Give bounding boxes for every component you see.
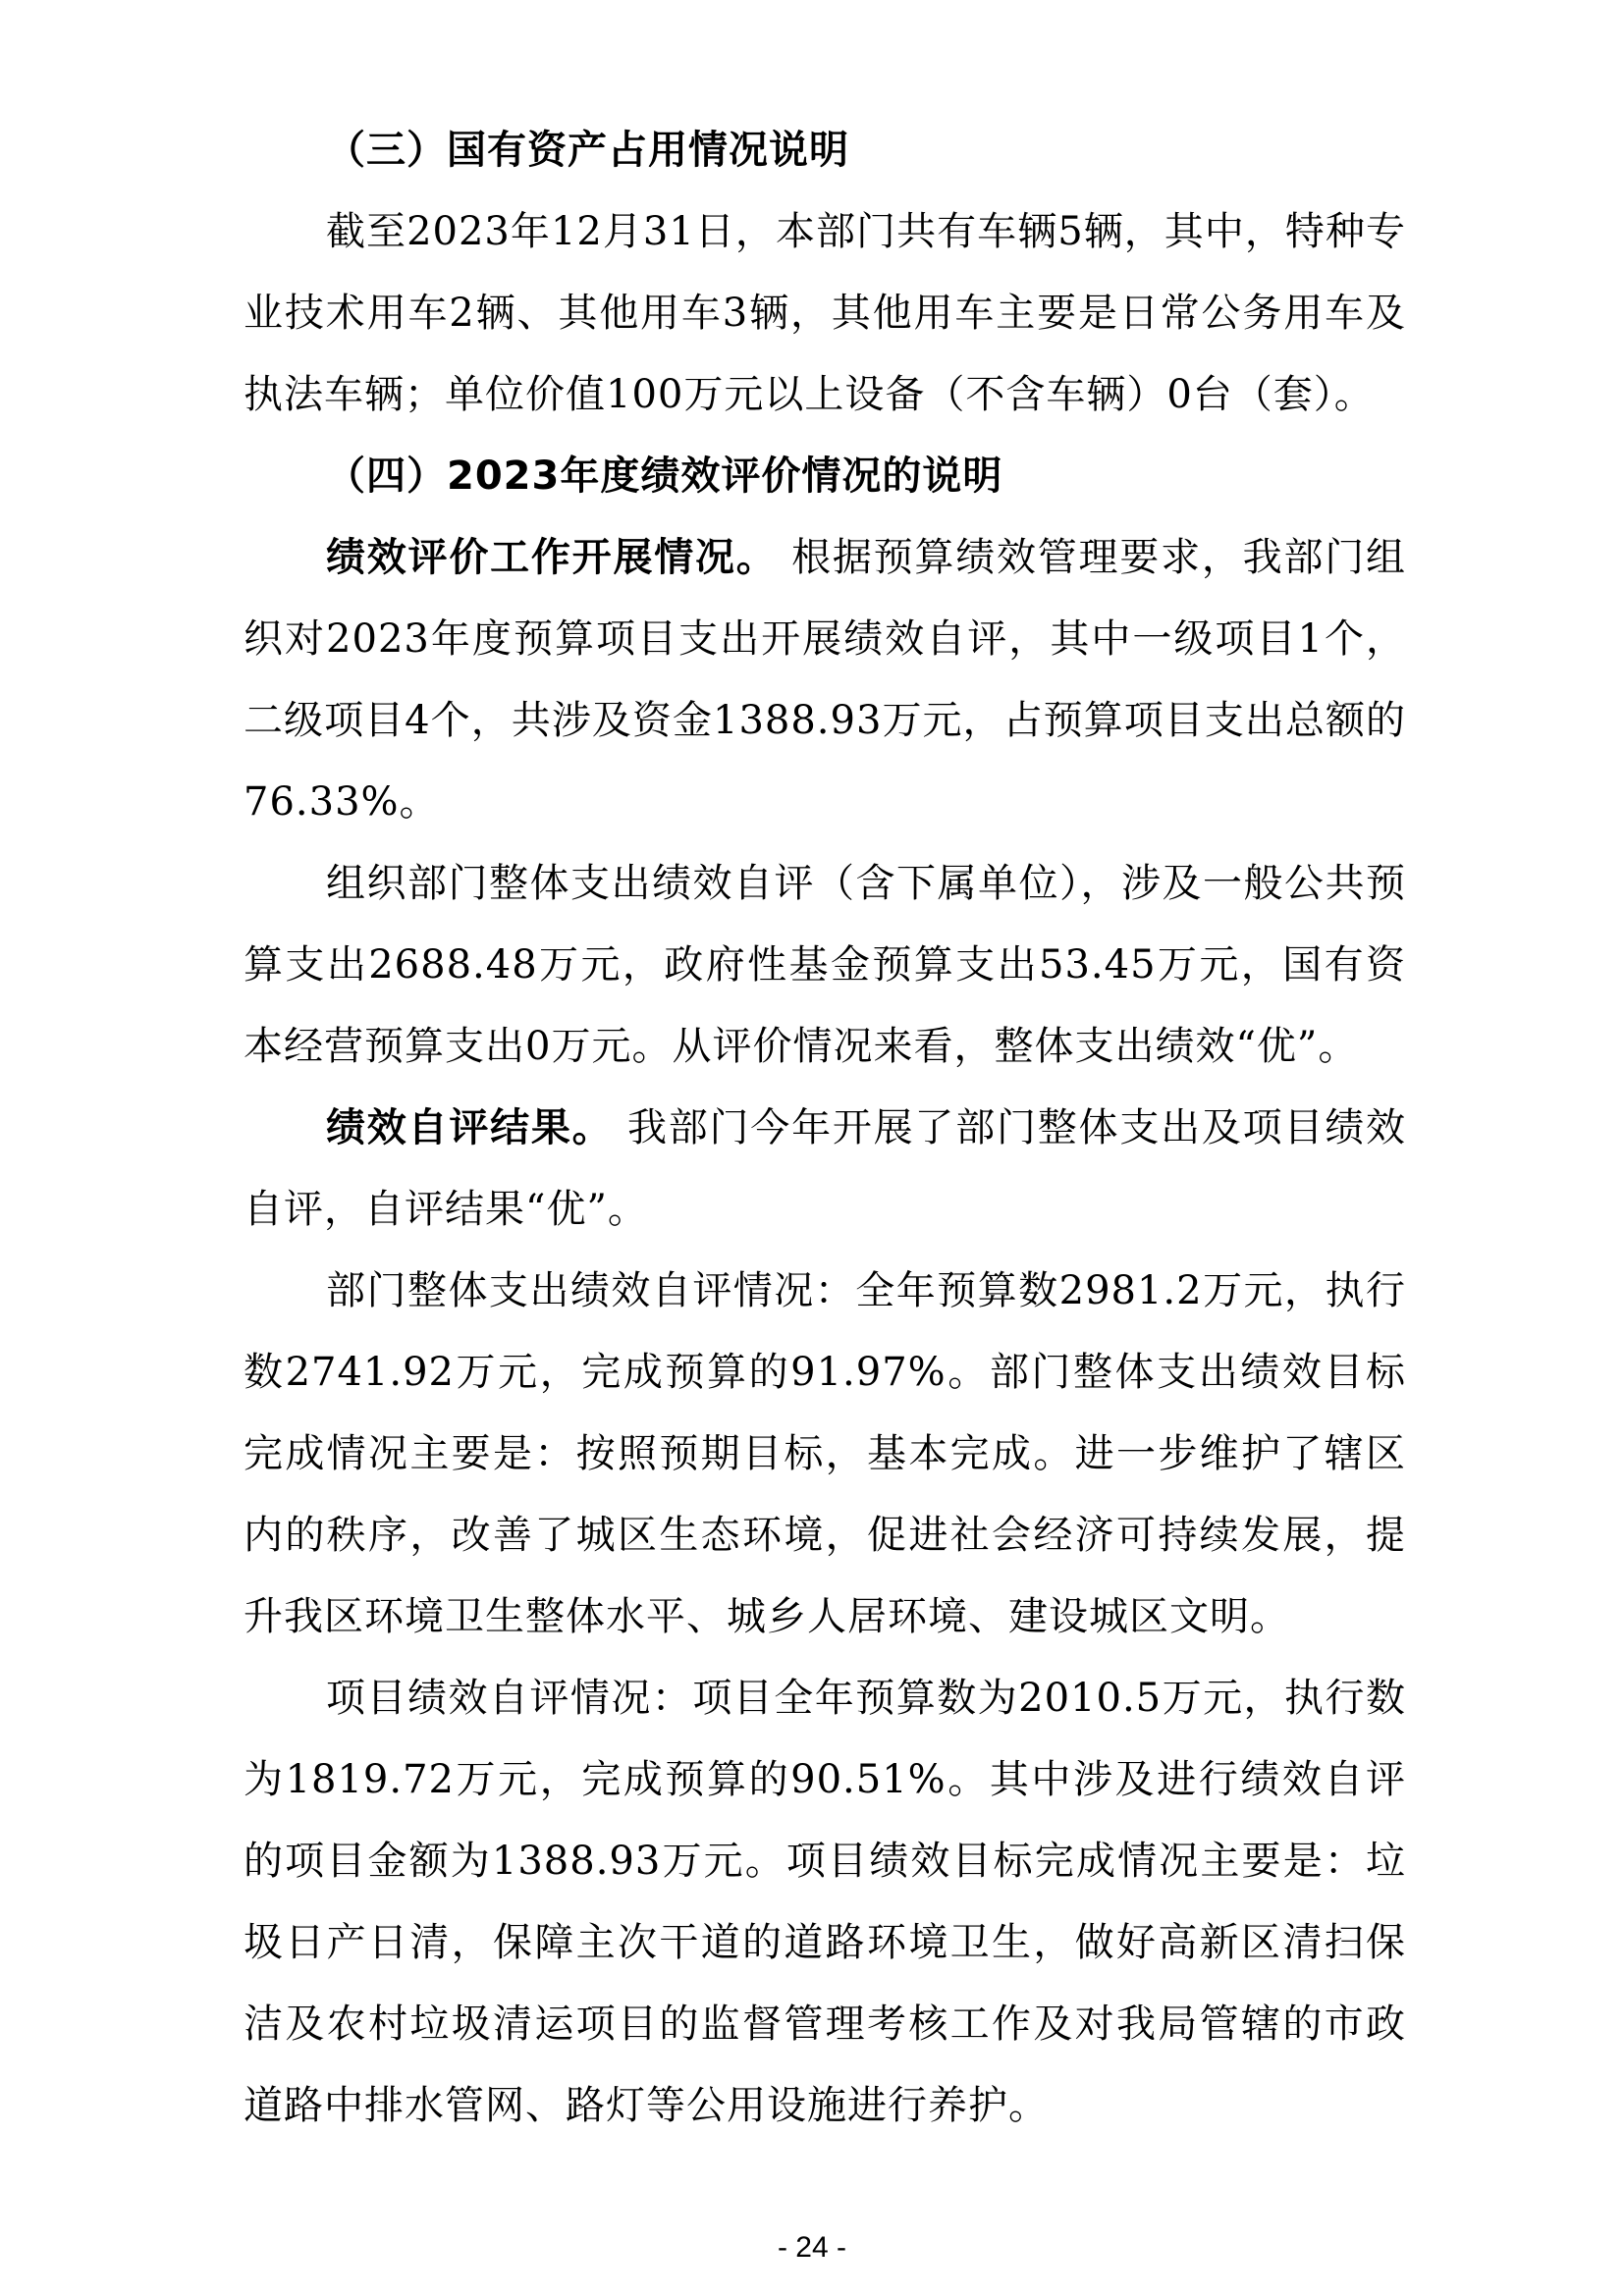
paragraph-department-evaluation: 部门整体支出绩效自评情况：全年预算数2981.2万元，执行数2741.92万元，完成预算的91.97%。部门整体支出绩效目标完成情况主要是：按照预期目标，基本完成。进一步维护了辖区内的秩序，改善了城区生态环境，促进社会经济可持续发展，提升我区环境卫生整体水平、城乡人居环境、建设城区文明。 (244, 1268, 1406, 1639)
paragraph-lead-self-evaluation-result: 绩效自评结果。 (326, 1105, 614, 1150)
paragraph-vehicles: 截至2023年12月31日，本部门共有车辆5辆，其中，特种专业技术用车2辆、其他用车3辆，其他用车主要是日常公务用车及执法车辆；单位价值100万元以上设备（不含车辆）0台（套）。 (244, 209, 1406, 417)
paragraph-body-evaluation-work: 根据预算绩效管理要求，我部门组织对2023年度预算项目支出开展绩效自评，其中一级项目1个，二级项目4个，共涉及资金1388.93万元，占预算项目支出总额的76.33%。 (244, 535, 1407, 825)
page-number: - 24 - (777, 2231, 847, 2264)
section-heading-performance-evaluation: （四）2023年度绩效评价情况的说明 (326, 454, 1003, 499)
paragraph-evaluation-work (244, 517, 1406, 843)
paragraph-project-evaluation: 项目绩效自评情况：项目全年预算数为2010.5万元，执行数为1819.72万元，完成预算的90.51%。其中涉及进行绩效自评的项目金额为1388.93万元。项目绩效目标完成情况主要是：垃圾日产日清，保障主次干道的道路环境卫生，做好高新区清扫保洁及农村垃圾清运项目的监督管理考核工作及对我局管辖的市政道路中排水管网、路灯等公用设施进行养护。 (244, 1676, 1406, 2128)
paragraph-overall-expenditure: 组织部门整体支出绩效自评（含下属单位），涉及一般公共预算支出2688.48万元，政府性基金预算支出53.45万元，国有资本经营预算支出0万元。从评价情况来看，整体支出绩效“优”。 (244, 861, 1406, 1069)
paragraph-lead-evaluation-work: 绩效评价工作开展情况。 (326, 535, 778, 580)
document-page (244, 110, 1406, 2147)
paragraph-self-evaluation-result (244, 1088, 1406, 1251)
section-heading-state-assets: （三）国有资产占用情况说明 (326, 128, 849, 173)
paragraph-body-self-evaluation-result: 我部门今年开展了部门整体支出及项目绩效自评，自评结果“优”。 (244, 1105, 1407, 1232)
